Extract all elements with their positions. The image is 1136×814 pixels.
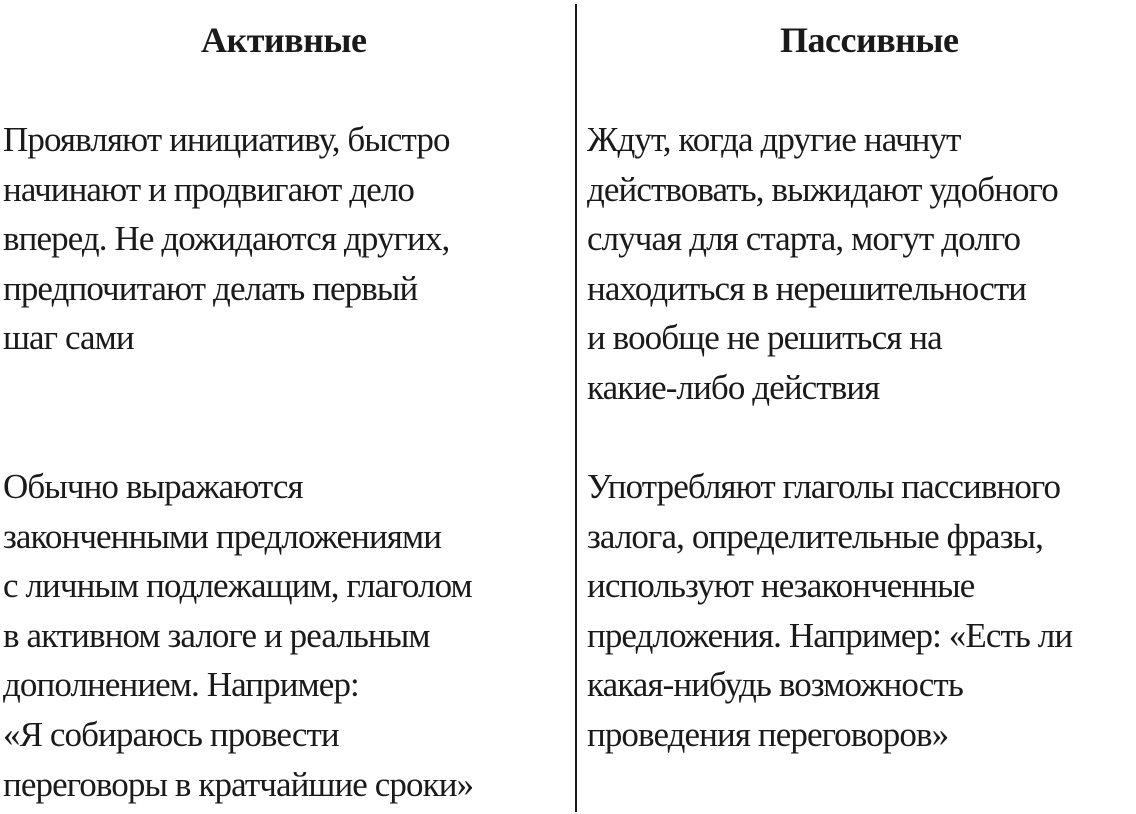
cell-passive-speech: Употребляют глаголы пассивного залога, определительные фразы, используют незаконченные предложения. Например: «Есть ли какая-нибудь возможность проведения переговоров»	[587, 467, 1073, 754]
column-header-active: Активные	[201, 20, 367, 60]
column-divider	[575, 4, 577, 812]
cell-active-behavior: Проявляют инициативу, быстро начинают и продвигают дело вперед. Не дожидаются других, предпочитают делать первый шаг сами	[3, 120, 450, 358]
column-header-passive: Пассивные	[780, 20, 959, 60]
cell-active-speech: Обычно выражаются законченными предложениями с личным подлежащим, глаголом в активном залоге и реальным дополнением. Например: «Я собираюсь провести переговоры в кратчайшие сроки»	[3, 467, 474, 804]
cell-passive-behavior: Ждут, когда другие начнут действовать, выжидают удобного случая для старта, могут долго находиться в нерешительности и вообще не решиться на какие-либо действия	[587, 120, 1058, 407]
